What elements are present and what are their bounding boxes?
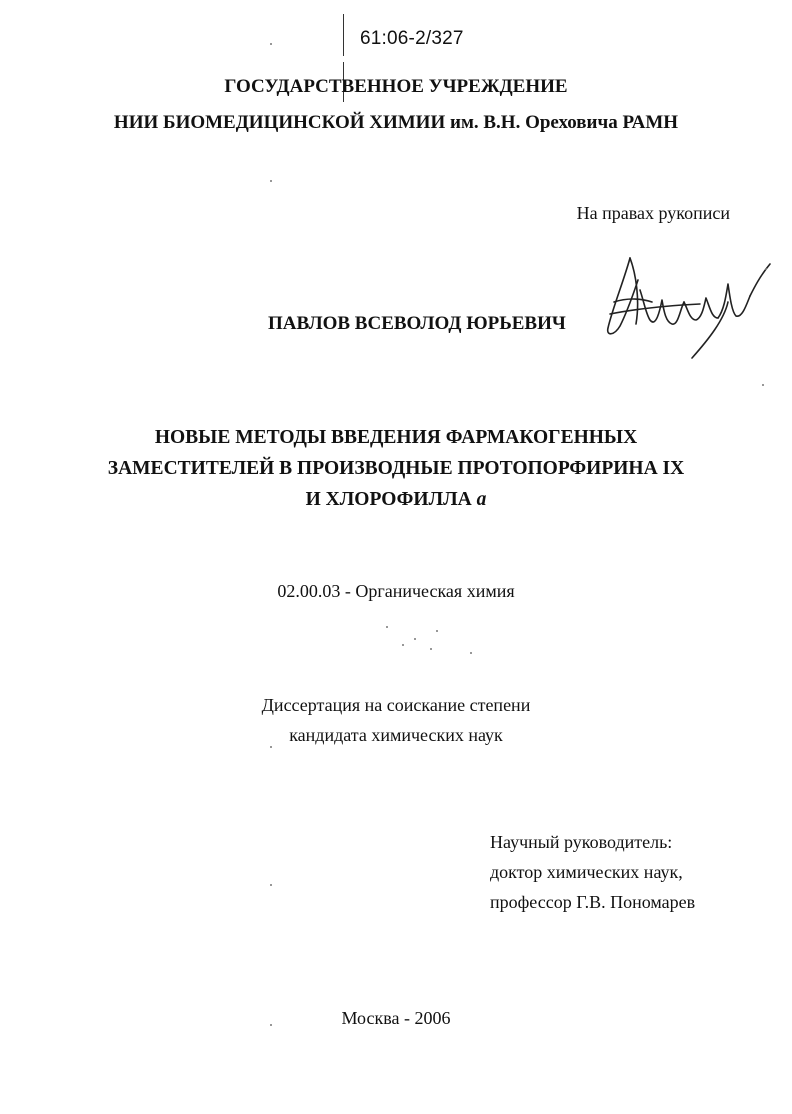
- signature-image: [600, 240, 780, 365]
- scan-speck: [270, 746, 272, 748]
- supervisor-line-1: Научный руководитель:: [490, 832, 673, 852]
- degree-line-2: кандидата химических наук: [289, 725, 503, 745]
- degree-statement: [0, 690, 792, 750]
- archive-stamp-line-top: [343, 14, 344, 56]
- scan-speck: [470, 652, 472, 654]
- institution-line-2: НИИ БИОМЕДИЦИНСКОЙ ХИМИИ им. В.Н. Ореховича РАМН: [113, 112, 679, 133]
- title-line-3-prefix: И ХЛОРОФИЛЛА: [305, 489, 472, 510]
- title-line-3: [0, 484, 792, 515]
- scan-speck: [270, 1024, 272, 1026]
- manuscript-note: На правах рукописи: [576, 203, 730, 223]
- city-year: Москва - 2006: [341, 1008, 451, 1028]
- scan-speck: [386, 626, 388, 628]
- scan-speck: [430, 648, 432, 650]
- scan-speck: [765, 268, 767, 270]
- author-name: ПАВЛОВ ВСЕВОЛОД ЮРЬЕВИЧ: [268, 313, 566, 334]
- scan-speck: [270, 43, 272, 45]
- scan-speck: [762, 384, 764, 386]
- scan-speck: [402, 644, 404, 646]
- specialty-code: 02.00.03 - Органическая химия: [277, 581, 515, 601]
- scientific-supervisor: [490, 827, 695, 917]
- supervisor-line-2: доктор химических наук,: [490, 862, 683, 882]
- institution-line-1: ГОСУДАРСТВЕННОЕ УЧРЕЖДЕНИЕ: [224, 76, 568, 97]
- title-line-2: ЗАМЕСТИТЕЛЕЙ В ПРОИЗВОДНЫЕ ПРОТОПОРФИРИНА IX: [107, 458, 685, 479]
- supervisor-line-3: профессор Г.В. Пономарев: [490, 892, 696, 912]
- dissertation-title: [0, 422, 792, 515]
- scan-speck: [436, 630, 438, 632]
- scan-speck: [270, 180, 272, 182]
- scan-speck: [414, 638, 416, 640]
- title-line-3-suffix: a: [476, 489, 487, 510]
- archive-code: 61:06-2/327: [360, 28, 464, 49]
- scan-speck: [270, 884, 272, 886]
- degree-line-1: Диссертация на соискание степени: [261, 695, 531, 715]
- title-line-1: НОВЫЕ МЕТОДЫ ВВЕДЕНИЯ ФАРМАКОГЕННЫХ: [154, 427, 638, 448]
